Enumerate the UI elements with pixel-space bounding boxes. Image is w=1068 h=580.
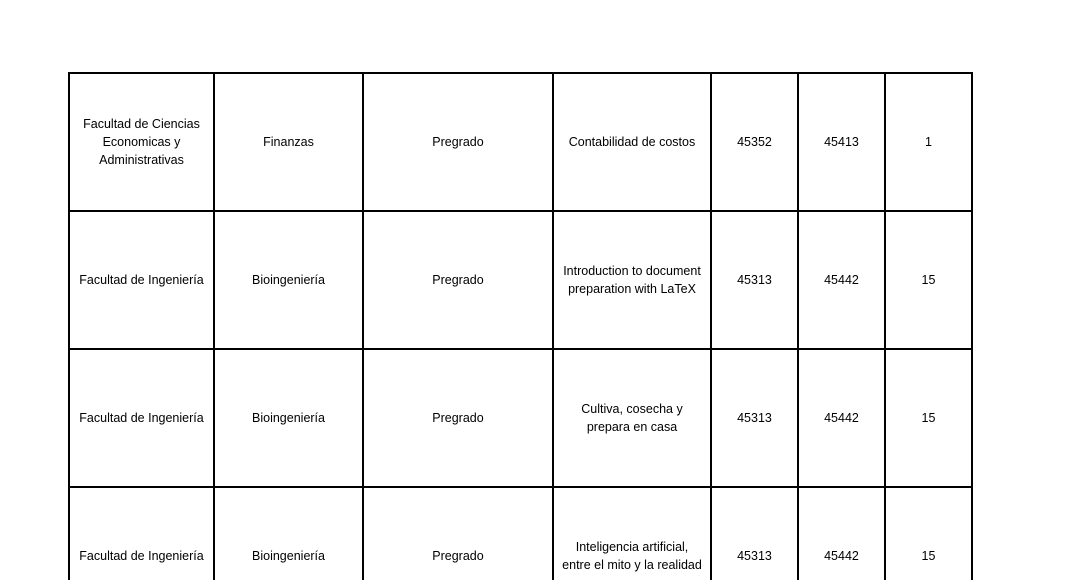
cell-valor: 15 bbox=[885, 487, 972, 580]
cell-facultad: Facultad de Ciencias Economicas y Administrativas bbox=[69, 73, 214, 211]
cell-programa: Bioingeniería bbox=[214, 487, 363, 580]
cell-nivel: Pregrado bbox=[363, 73, 553, 211]
cell-valor: 1 bbox=[885, 73, 972, 211]
cell-facultad: Facultad de Ingeniería bbox=[69, 487, 214, 580]
cell-inicio: 45313 bbox=[711, 487, 798, 580]
cell-valor: 15 bbox=[885, 349, 972, 487]
cell-curso: Introduction to document preparation with LaTeX bbox=[553, 211, 711, 349]
cell-facultad: Facultad de Ingeniería bbox=[69, 211, 214, 349]
cell-inicio: 45313 bbox=[711, 349, 798, 487]
table-row bbox=[69, 487, 972, 580]
cell-inicio: 45352 bbox=[711, 73, 798, 211]
courses-table bbox=[68, 72, 973, 580]
cell-curso: Inteligencia artificial, entre el mito y la realidad bbox=[553, 487, 711, 580]
cell-programa: Bioingeniería bbox=[214, 349, 363, 487]
cell-fin: 45413 bbox=[798, 73, 885, 211]
cell-nivel: Pregrado bbox=[363, 349, 553, 487]
cell-curso: Contabilidad de costos bbox=[553, 73, 711, 211]
cell-curso: Cultiva, cosecha y prepara en casa bbox=[553, 349, 711, 487]
cell-fin: 45442 bbox=[798, 211, 885, 349]
table-row bbox=[69, 349, 972, 487]
cell-valor: 15 bbox=[885, 211, 972, 349]
table-row bbox=[69, 73, 972, 211]
cell-nivel: Pregrado bbox=[363, 487, 553, 580]
cell-facultad: Facultad de Ingeniería bbox=[69, 349, 214, 487]
cell-programa: Finanzas bbox=[214, 73, 363, 211]
cell-programa: Bioingeniería bbox=[214, 211, 363, 349]
cell-inicio: 45313 bbox=[711, 211, 798, 349]
cell-fin: 45442 bbox=[798, 349, 885, 487]
cell-nivel: Pregrado bbox=[363, 211, 553, 349]
table-row bbox=[69, 211, 972, 349]
cell-fin: 45442 bbox=[798, 487, 885, 580]
